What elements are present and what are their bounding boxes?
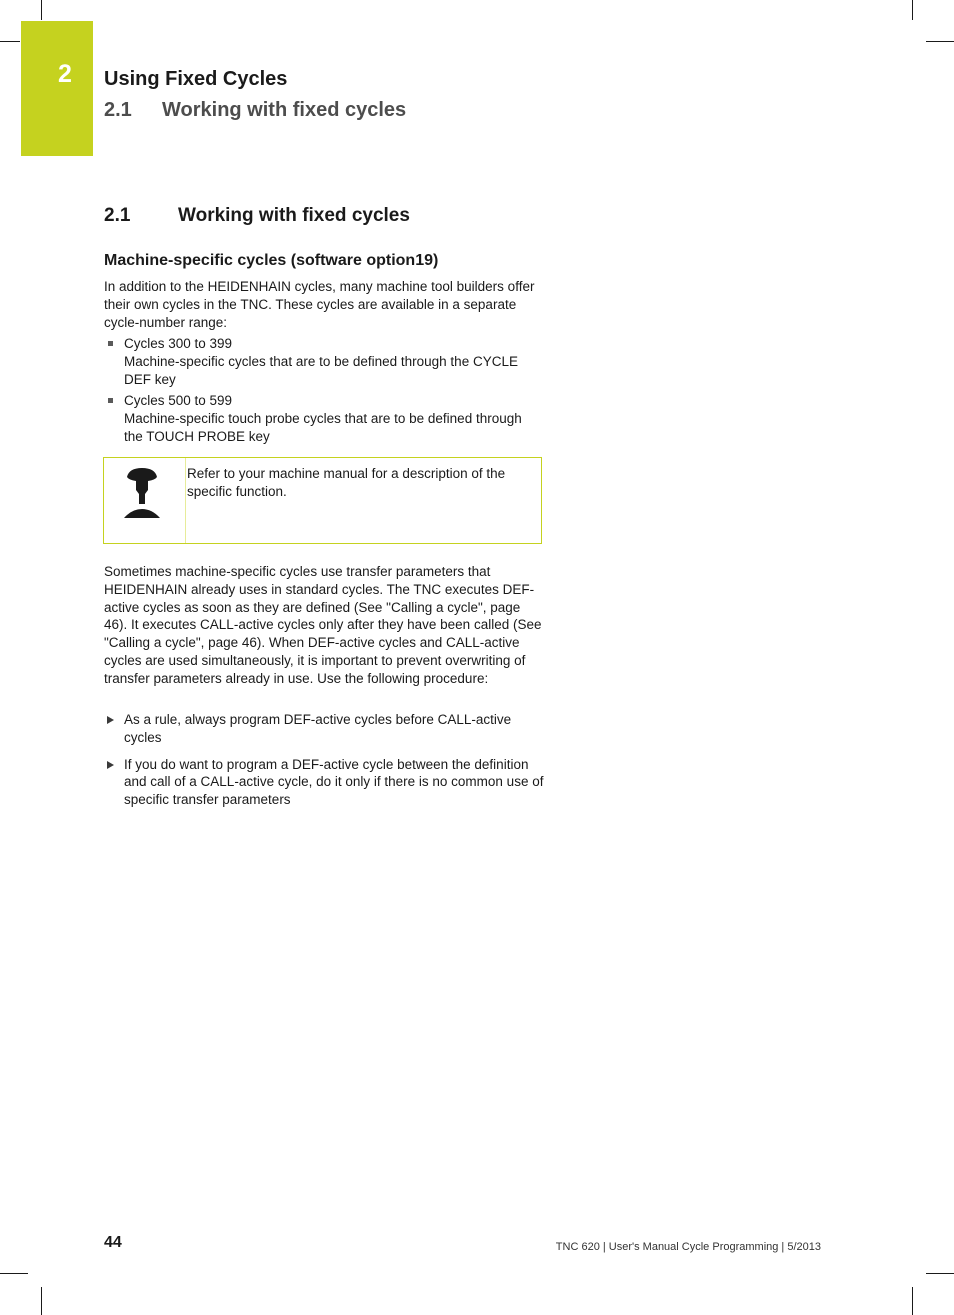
- note-text: Refer to your machine manual for a description of the specific function.: [187, 466, 506, 499]
- cycle-range-list: [104, 335, 544, 446]
- arrow-bullet-icon: [107, 716, 114, 724]
- cycle-range: Cycles 300 to 399: [124, 336, 233, 351]
- chapter-tab: [21, 21, 93, 156]
- arrow-bullet-icon: [107, 761, 114, 769]
- list-item: [104, 335, 544, 388]
- section-heading: [104, 206, 410, 227]
- intro-paragraph: In addition to the HEIDENHAIN cycles, many machine tool builders offer their own cycles in the TNC. These cycles are available in a separate cycle-number range:: [104, 279, 535, 330]
- crop-mark: [41, 1287, 42, 1315]
- crop-mark: [0, 1273, 28, 1274]
- subsection-heading: Machine-specific cycles (software option19): [104, 252, 439, 269]
- note-box: [103, 457, 542, 544]
- crop-mark: [912, 1287, 913, 1315]
- step-text: If you do want to program a DEF-active cycle between the definition and call of a CALL-active cycle, do it only if there is no common use of specific transfer parameters: [124, 756, 544, 808]
- cycle-range: Cycles 500 to 599: [124, 393, 233, 409]
- running-section-number: 2.1: [104, 99, 132, 121]
- page-number: 44: [104, 1234, 122, 1251]
- list-item: [104, 711, 544, 747]
- square-bullet-icon: [108, 398, 113, 403]
- machine-manual-icon: [122, 468, 162, 524]
- step-text: As a rule, always program DEF-active cycles before CALL-active cycles: [124, 712, 512, 745]
- note-divider: [185, 458, 186, 543]
- footer-text: TNC 620 | User's Manual Cycle Programming | 5/2013: [555, 1241, 821, 1253]
- body-paragraph: Sometimes machine-specific cycles use transfer parameters that HEIDENHAIN already uses in standard cycles. The TNC executes DEF-active cycles as soon as they are defined (See "Calling a cycle", page 46). It executes CALL-active cycles only after they have been called (See "Calling a cycle", page 46). When DEF-active cycles and CALL-active cycles are used simultaneously, it is important to prevent overwriting of transfer parameters already in use. Use the following procedure:: [104, 564, 542, 686]
- crop-mark: [926, 1273, 954, 1274]
- section-number: 2.1: [104, 205, 131, 226]
- cycle-range-description: Machine-specific cycles that are to be defined through the CYCLE DEF key: [124, 353, 518, 387]
- running-section-header: [104, 99, 406, 121]
- list-item: [104, 756, 544, 809]
- list-item: [104, 392, 544, 445]
- crop-mark: [926, 41, 954, 42]
- running-section-title: Working with fixed cycles: [162, 99, 407, 121]
- crop-mark: [912, 0, 913, 20]
- procedure-steps: [104, 711, 544, 809]
- crop-mark: [0, 41, 20, 42]
- chapter-number: 2: [58, 60, 72, 88]
- square-bullet-icon: [108, 341, 113, 346]
- crop-mark: [41, 0, 42, 20]
- chapter-title: Using Fixed Cycles: [104, 68, 288, 90]
- cycle-range-description: Machine-specific touch probe cycles that are to be defined through the TOUCH PROBE key: [124, 411, 522, 444]
- section-title: Working with fixed cycles: [178, 205, 410, 226]
